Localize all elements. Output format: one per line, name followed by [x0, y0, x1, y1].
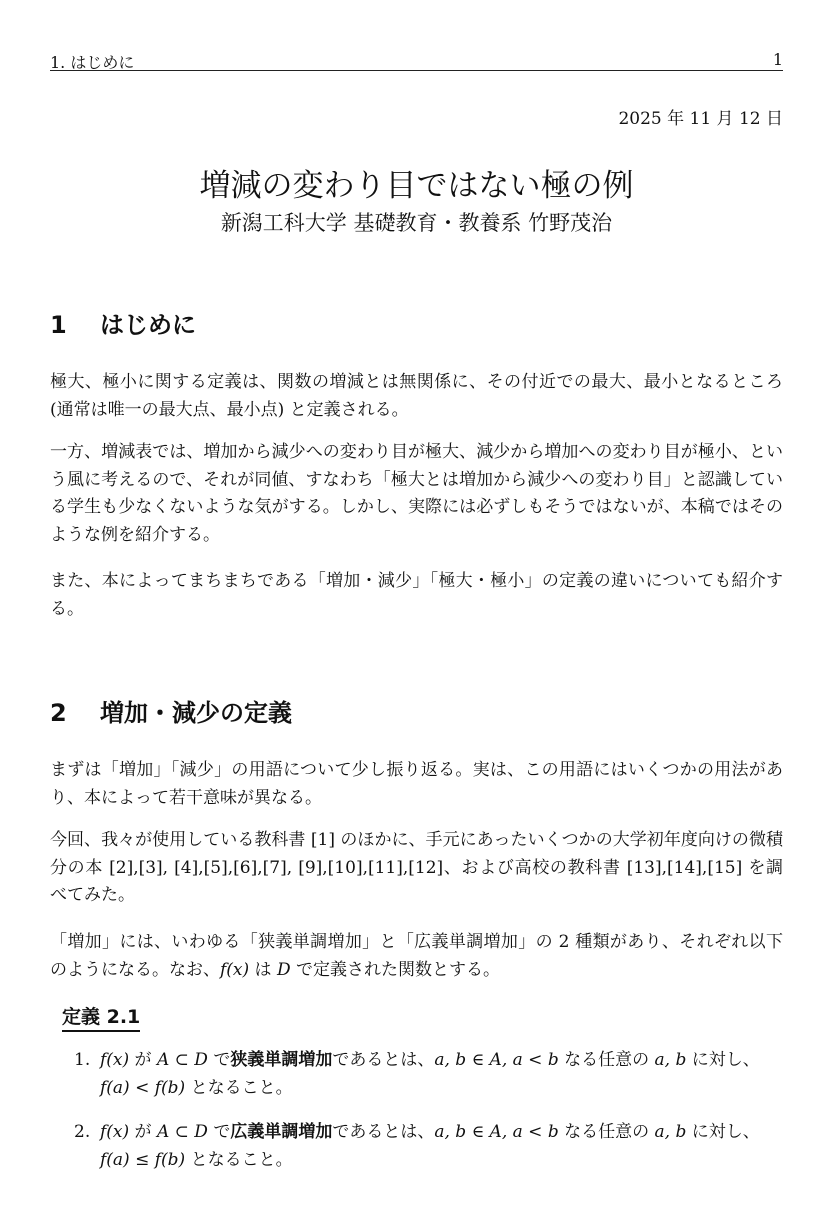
- page-number: 1: [772, 50, 783, 69]
- definition-item-2: 2. f(x) が A ⊂ D で広義単調増加であるとは、a, b ∈ A, a < b なる任意の a, b に対し、f(a) ≤ f(b) となること。: [74, 1118, 783, 1174]
- math-fx: f(x): [220, 959, 250, 980]
- running-title: 1. はじめに: [50, 53, 135, 72]
- section-heading-2: [50, 693, 292, 728]
- paragraph-3: また、本によってまちまちである「増加・減少」「極大・極小」の定義の違いについても紹介する。: [50, 571, 783, 619]
- section-title: はじめに: [100, 311, 196, 339]
- term-strict-increasing: 狭義単調増加: [230, 1050, 333, 1070]
- item-number: 1.: [74, 1050, 91, 1070]
- term-weak-increasing: 広義単調増加: [230, 1122, 333, 1142]
- date: 2025 年 11 月 12 日: [618, 109, 783, 129]
- section-number: 2: [50, 699, 67, 727]
- section-heading-1: [50, 305, 196, 340]
- paragraph-4: まずは「増加」「減少」の用語について少し振り返る。実は、この用語にはいくつかの用法があり、本によって若干意味が異なる。: [50, 760, 783, 808]
- paragraph-6: 「増加」には、いわゆる「狭義単調増加」と「広義単調増加」の 2 種類があり、それぞれ以下のようになる。なお、f(x) は D で定義された関数とする。: [50, 932, 783, 980]
- definition-item-1: 1. f(x) が A ⊂ D で狭義単調増加であるとは、a, b ∈ A, a < b なる任意の a, b に対し、f(a) < f(b) となること。: [74, 1046, 783, 1102]
- paragraph-2: 一方、増減表では、増加から減少への変わり目が極大、減少から増加への変わり目が極小、という風に考えるので、それが同値、すなわち「極大とは増加から減少への変わり目」と認識している学生も少なくないような気がする。しかし、実際には必ずしもそうではないが、本稿ではそのような例を紹介する。: [50, 442, 783, 545]
- item-number: 2.: [74, 1122, 91, 1142]
- running-header: [50, 48, 783, 71]
- math-D: D: [276, 959, 291, 980]
- section-number: 1: [50, 311, 67, 339]
- paragraph-5: 今回、我々が使用している教科書 [1] のほかに、手元にあったいくつかの大学初年度向けの微積分の本 [2],[3], [4],[5],[6],[7], [9],[10],[11],[12]、および高校の教科書 [13],[14],[15] を調べてみた。: [50, 830, 783, 905]
- author-line: 新潟工科大学 基礎教育・教養系 竹野茂治: [220, 211, 613, 235]
- paper-title: 増減の変わり目ではない極の例: [199, 168, 634, 204]
- paragraph-1: 極大、極小に関する定義は、関数の増減とは無関係に、その付近での最大、最小となるところ (通常は唯一の最大点、最小点) と定義される。: [50, 372, 783, 420]
- section-title: 増加・減少の定義: [100, 699, 292, 727]
- definition-heading: 定義 2.1: [62, 1002, 140, 1032]
